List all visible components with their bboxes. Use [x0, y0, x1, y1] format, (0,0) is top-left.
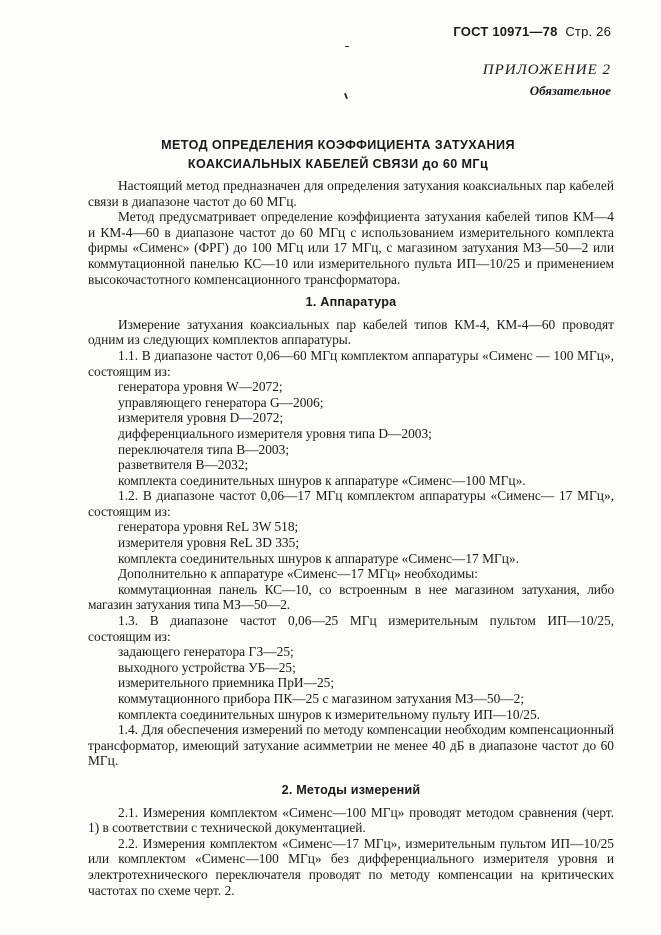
document-body	[88, 178, 614, 898]
list-item: дифференциального измерителя уровня типа D—2003;	[118, 425, 432, 441]
title-line-1: МЕТОД ОПРЕДЕЛЕНИЯ КОЭФФИЦИЕНТА ЗАТУХАНИЯ	[161, 138, 515, 152]
page-number: Стр. 26	[565, 24, 611, 39]
paragraph: коммутационная панель КС—10, со встроенным в нее магазином затухания, либо магазин затухания типа МЗ—50—2.	[88, 581, 614, 613]
list-item: генератора уровня ReL 3W 518;	[118, 519, 299, 535]
clause-1-1: 1.1. В диапазоне частот 0,06—60 МГц комплектом аппаратуры «Сименс — 100 МГц», состоящим из:	[88, 347, 614, 379]
clause-1-2: 1.2. В диапазоне частот 0,06—17 МГц комплектом аппаратуры «Сименс— 17 МГц», состоящим из:	[88, 488, 614, 519]
list-item: задающего генератора ГЗ—25;	[118, 644, 294, 660]
list-item: измерителя уровня ReL 3D 335;	[118, 535, 300, 551]
list-item: комплекта соединительных шнуров к аппаратуре «Сименс—100 МГц».	[118, 472, 526, 488]
page-header	[453, 24, 611, 39]
clause-1-4: 1.4. Для обеспечения измерений по методу компенсации необходим компенсационный трансформатор, имеющий затухание асимметрии не менее 40 дБ в диапазоне частот до 60 МГц.	[88, 722, 614, 769]
intro-paragraph: Метод предусматривает определение коэффициента затухания кабелей типов КМ—4 и КМ-4—60 в диапазоне частот до 60 МГц с использованием измерительного комплекта фирмы «Сименс» (ФРГ) до 100 МГц или 17 МГц, с магазином затухания МЗ—50—2 или коммутационной панелью КС—10 или измерительного пульта ИП—10/25 и применением высокочастотного компенсационного трансформатора.	[88, 209, 614, 287]
title-line-2: КОАКСИАЛЬНЫХ КАБЕЛЕЙ СВЯЗИ до 60 МГц	[187, 157, 489, 171]
scan-speck	[344, 93, 348, 99]
scan-speck	[345, 46, 349, 47]
section-heading: 2. Методы измерений	[281, 782, 421, 797]
clause-2-1: 2.1. Измерения комплектом «Сименс—100 МГц» проводят методом сравнения (черт. 1) в соответствии с технической документацией.	[88, 804, 614, 836]
document-title	[88, 136, 588, 174]
paragraph: Дополнительно к аппаратуре «Сименс—17 МГц» необходимы:	[118, 566, 478, 582]
list-item: комплекта соединительных шнуров к аппаратуре «Сименс—17 МГц».	[118, 550, 519, 566]
list-item: управляющего генератора G—2006;	[118, 394, 324, 410]
list-item: измерительного приемника ПрИ—25;	[118, 675, 335, 691]
appendix-block	[483, 62, 611, 99]
appendix-status: Обязательное	[529, 83, 611, 98]
standard-number: ГОСТ 10971—78	[453, 24, 558, 39]
list-item: разветвителя B—2032;	[118, 457, 249, 473]
paragraph: Измерение затухания коаксиальных пар кабелей типов КМ-4, КМ-4—60 проводят одним из следующих комплектов аппаратуры.	[88, 316, 614, 348]
intro-paragraph: Настоящий метод предназначен для определения затухания коаксиальных пар кабелей связи в диапазоне частот до 60 МГц.	[88, 178, 614, 209]
appendix-label: ПРИЛОЖЕНИЕ 2	[482, 62, 611, 78]
list-item: выходного устройства УБ—25;	[118, 659, 296, 675]
section-heading: 1. Аппаратура	[305, 295, 397, 310]
list-item: переключателя типа B—2003;	[118, 441, 290, 457]
list-item: генератора уровня W—2072;	[118, 379, 283, 395]
list-item: комплекта соединительных шнуров к измерительному пульту ИП—10/25.	[118, 706, 541, 722]
list-item: измерителя уровня D—2072;	[118, 410, 284, 426]
list-item: коммутационного прибора ПК—25 с магазином затухания МЗ—50—2;	[118, 691, 525, 706]
clause-2-2: 2.2. Измерения комплектом «Сименс—17 МГц», измерительным пультом ИП—10/25 или комплектом «Сименс—100 МГц» без дифференциального измерителя уровня и электротехнического переключателя проводят по методу компенсации на критических частотах по схеме черт. 2.	[88, 835, 614, 898]
clause-1-3: 1.3. В диапазоне частот 0,06—25 МГц измерительным пультом ИП—10/25, состоящим из:	[88, 613, 614, 644]
